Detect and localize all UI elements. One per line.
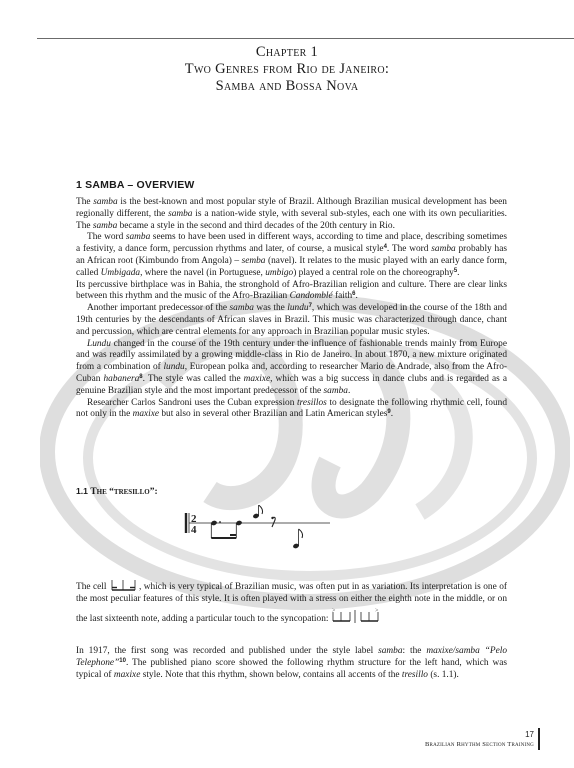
paragraph-3: Its percussive birthplace was in Bahia, the stronghold of Afro-Brazilian religion and culture. There are clear links between this rhythm and the music of the Afro-Brazilian Candomblé faith$^6$.	[76, 279, 507, 302]
footnote-ref: 9	[387, 409, 391, 416]
top-rule	[37, 38, 574, 39]
paragraph-5: Lundu changed in the course of the 19th century under the influence of fashionable trends mainly from Europe and was readily assimilated by a growing middle-class in Rio de Janeiro. In about 1870, a new mixture originated from a combination of lundu, European polka and, according to researcher Mario de Andrade, also from the Afro-Cuban habanera$^8$. The style was called the maxixe, which was a big success in dance clubs and is regarded as a genuine Brazilian style and the most important predecessor of the samba.	[76, 338, 507, 396]
time-signature-bottom: 4	[191, 524, 197, 536]
footnote-ref: 5	[453, 267, 458, 274]
chapter-title	[0, 44, 574, 95]
paragraph-4: Another important predecessor of the samba was the lundu$^7$, which was developed in the course of the 18th and 19th centuries by the descendants of African slaves in Brazil. This music was characterized through dance, chant and percussion, which are central elements for any approach in Brazilian popular music styles.	[76, 303, 507, 337]
subheading-tresillo: 1.1 The “tresillo”:	[76, 486, 158, 497]
final-paragraph: In 1917, the first song was recorded and published under the style label samba: the maxixe/samba “Pelo Telephone”$^{10}$. The published piano score showed the following rhythm structure for the left hand, which was typical of maxixe style. Note that this rhythm, shown below, contains all accents of the tresillo (s. 1.1).	[76, 646, 508, 680]
tresillo-notation	[180, 505, 330, 555]
footnote-ref: 8	[139, 373, 143, 380]
chapter-line-2: Two Genres from Rio de Janeiro:	[184, 61, 390, 77]
footnote-ref: 10	[119, 657, 126, 664]
time-signature-top: 2	[191, 513, 197, 525]
footnote-ref: 6	[352, 291, 356, 298]
footer-divider	[538, 728, 540, 750]
paragraph-6: Researcher Carlos Sandroni uses the Cuban expression tresillos to designate the following rhythmic cell, found not only in the maxixe but also in several other Brazilian and Latin American styles$^9$.	[76, 397, 507, 420]
cell-paragraph: The cell , which is very typical of Brazilian music, was often put in as variation. Its interpretation is one of the most peculiar features of this style. It is often played with a stress on either the eighth note in the middle, or on the last sixteenth note, adding a particular touch to the syncopation: > >	[76, 578, 507, 625]
rhythm-cell-icon	[109, 578, 139, 592]
footer-book-title: Brazilian Rhythm Section Training	[425, 741, 534, 748]
cell-text	[76, 578, 507, 625]
recording-text	[76, 646, 507, 681]
footnote-ref: 4	[383, 244, 387, 251]
chapter-line-1: Chapter 1	[255, 44, 319, 60]
chapter-line-3: Samba and Bossa Nova	[215, 78, 359, 94]
svg-text:>: >	[375, 607, 379, 614]
section-heading: 1 SAMBA – OVERVIEW	[76, 179, 195, 191]
footnote-ref: 7	[308, 303, 312, 310]
page-number: 17	[525, 730, 534, 739]
overview-text	[76, 197, 507, 421]
svg-text:>: >	[332, 607, 336, 614]
paragraph-1: The samba is the best-known and most popular style of Brazil. Although Brazilian musical development has been regionally different, the samba is a nation-wide style, with several sub-styles, each one with its own peculiarities. The samba became a style in the second and third decades of the 20th century in Rio.	[76, 197, 507, 231]
accented-cells-icon	[328, 606, 388, 624]
paragraph-2: The word samba seems to have been used in different ways, according to time and place, describing sometimes a festivity, a dance form, percussion rhythms and later, of course, a musical style$^4$. The word samba probably has an African root (Kimbundo from Angola) – semba (navel). It relates to the music played with an early dance form, called Umbigada, where the navel (in Portuguese, umbigo) played a central role on the choreography$^5$.	[76, 232, 508, 278]
